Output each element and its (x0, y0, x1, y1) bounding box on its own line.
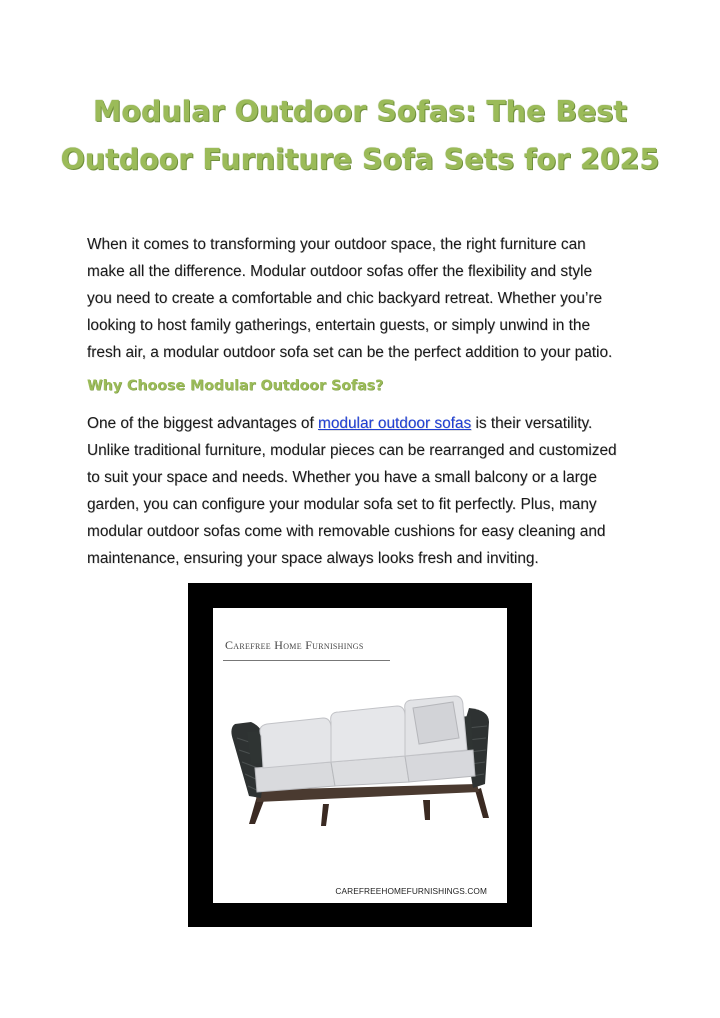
body-line: garden, you can configure your modular sofa set to fit perfectly. Plus, many (87, 496, 597, 513)
body-paragraph (87, 410, 647, 572)
product-image-canvas (213, 608, 507, 903)
body-line: maintenance, ensuring your space always looks fresh and inviting. (87, 550, 539, 567)
sofa-illustration (227, 688, 497, 828)
brand-logo-text: Carefree Home Furnishings (225, 638, 364, 652)
page-title (40, 88, 680, 184)
body-line: to suit your space and needs. Whether you have a small balcony or a large (87, 469, 597, 486)
intro-line: fresh air, a modular outdoor sofa set can be the perfect addition to your patio. (87, 344, 613, 361)
section-heading: Why Choose Modular Outdoor Sofas? (87, 378, 384, 394)
body-line: modular outdoor sofas come with removable cushions for easy cleaning and (87, 523, 606, 540)
body-text: One of the biggest advantages of (87, 415, 319, 432)
intro-line: looking to host family gatherings, entertain guests, or simply unwind in the (87, 317, 591, 334)
product-image (188, 583, 532, 927)
website-caption: CAREFREEHOMEFURNISHINGS.COM (335, 886, 487, 896)
body-text: is their versatility. (471, 415, 593, 432)
title-line-1: Modular Outdoor Sofas: The Best (93, 95, 627, 128)
brand-divider (223, 660, 390, 661)
intro-line: you need to create a comfortable and chic backyard retreat. Whether you’re (87, 290, 603, 307)
modular-sofas-link[interactable]: modular outdoor sofas (318, 415, 472, 432)
intro-line: When it comes to transforming your outdoor space, the right furniture can (87, 236, 586, 253)
intro-paragraph (87, 231, 647, 366)
intro-line: make all the difference. Modular outdoor sofas offer the flexibility and style (87, 263, 593, 280)
title-line-2: Outdoor Furniture Sofa Sets for 2025 (60, 143, 660, 176)
body-line: Unlike traditional furniture, modular pieces can be rearranged and customized (87, 442, 617, 459)
